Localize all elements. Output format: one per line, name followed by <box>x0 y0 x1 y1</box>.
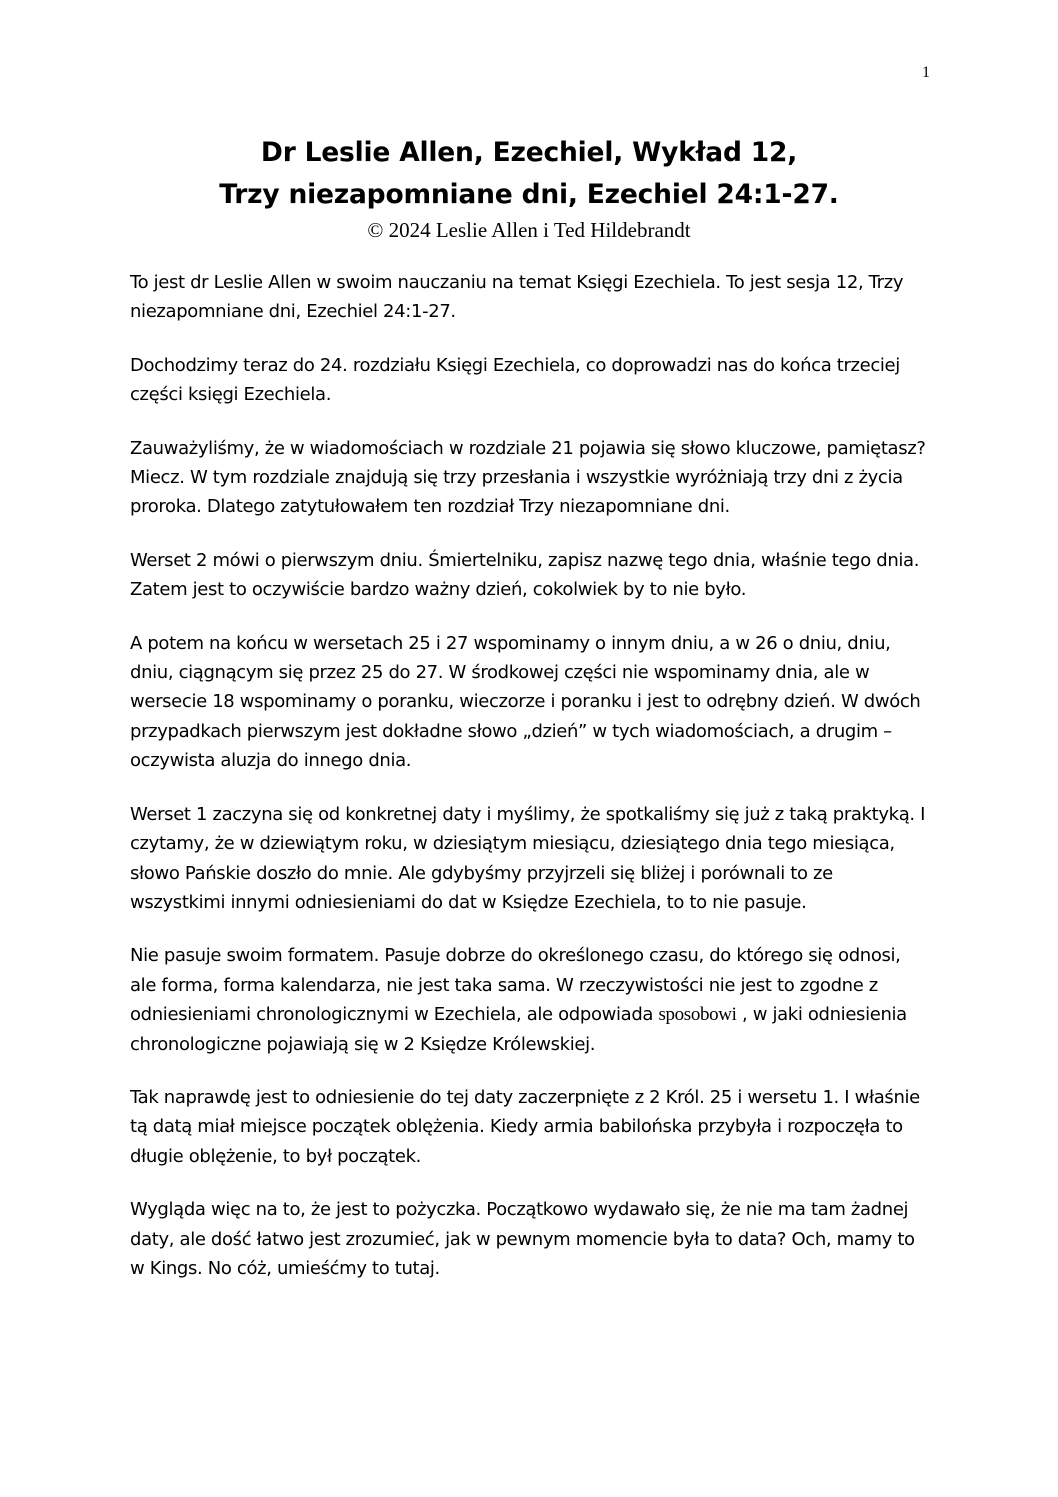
page-number: 1 <box>922 64 930 81</box>
title-line-2: Trzy niezapomniane dni, Ezechiel 24:1-27. <box>219 179 839 210</box>
paragraph-3: Zauważyliśmy, że w wiadomościach w rozdziale 21 pojawia się słowo kluczowe, pamiętasz? Miecz. W tym rozdziale znajdują się trzy przesłania i wszystkie wyróżniają trzy dni z życia proroka. Dlatego zatytułowałem ten rozdział Trzy niezapomniane dni. <box>130 437 926 518</box>
paragraph-7 <box>130 941 930 1059</box>
paragraph-6: Werset 1 zaczyna się od konkretnej daty i myślimy, że spotkaliśmy się już z taką praktyką. I czytamy, że w dziewiątym roku, w dziesiątym miesiącu, dziesiątego dnia tego miesiąca, słowo Pańskie doszło do mnie. Ale gdybyśmy przyjrzeli się bliżej i porównali to ze wszystkimi innymi odniesieniami do dat w Księdze Ezechiela, to to nie pasuje. <box>130 803 926 913</box>
paragraph-8: Tak naprawdę jest to odniesienie do tej daty zaczerpnięte z 2 Król. 25 i wersetu 1. I właśnie tą datą miał miejsce początek oblężenia. Kiedy armia babilońska przybyła i rozpoczęła to długie oblężenie, to był początek. <box>130 1086 920 1167</box>
paragraph-2: Dochodzimy teraz do 24. rozdziału Księgi Ezechiela, co doprowadzi nas do końca trzeciej części księgi Ezechiela. <box>130 354 900 406</box>
paragraph-5: A potem na końcu w wersetach 25 i 27 wspominamy o innym dniu, a w 26 o dniu, dniu, dniu, ciągnącym się przez 25 do 27. W środkowej części nie wspominamy dnia, ale w wersecie 18 wspominamy o poranku, wieczorze i poranku i jest to odrębny dzień. W dwóch przypadkach pierwszym jest dokładne słowo „dzień” w tych wiadomościach, a drugim – oczywista aluzja do innego dnia. <box>130 632 921 772</box>
document-title <box>0 132 1058 216</box>
document-body <box>130 268 930 1307</box>
paragraph-7-serif-word: sposobowi <box>658 1004 737 1026</box>
title-line-1: Dr Leslie Allen, Ezechiel, Wykład 12, <box>260 137 798 168</box>
paragraph-1: To jest dr Leslie Allen w swoim nauczaniu na temat Księgi Ezechiela. To jest sesja 12, Trzy niezapomniane dni, Ezechiel 24:1-27. <box>130 272 904 323</box>
paragraph-7-part-1: Nie pasuje swoim formatem. Pasuje dobrze do określonego czasu, do którego się odnosi, ale forma, forma kalendarza, nie jest taka sama. W rzeczywistości nie jest to zgodne z odniesieniami chronologicznymi w Ezechiela, ale odpowiada <box>130 945 901 1026</box>
paragraph-9: Wygląda więc na to, że jest to pożyczka. Początkowo wydawało się, że nie ma tam żadnej daty, ale dość łatwo jest zrozumieć, jak w pewnym momencie była to data? Och, mamy to w Kings. No cóż, umieśćmy to tutaj. <box>130 1199 915 1279</box>
paragraph-4: Werset 2 mówi o pierwszym dniu. Śmiertelniku, zapisz nazwę tego dnia, właśnie tego dnia. Zatem jest to oczywiście bardzo ważny dzień, cokolwiek by to nie było. <box>130 549 920 601</box>
copyright-notice: © 2024 Leslie Allen i Ted Hildebrandt <box>367 218 691 242</box>
paragraph-7-part-2: , w jaki odniesienia chronologiczne pojawiają się w 2 Księdze Królewskiej. <box>130 1004 907 1055</box>
